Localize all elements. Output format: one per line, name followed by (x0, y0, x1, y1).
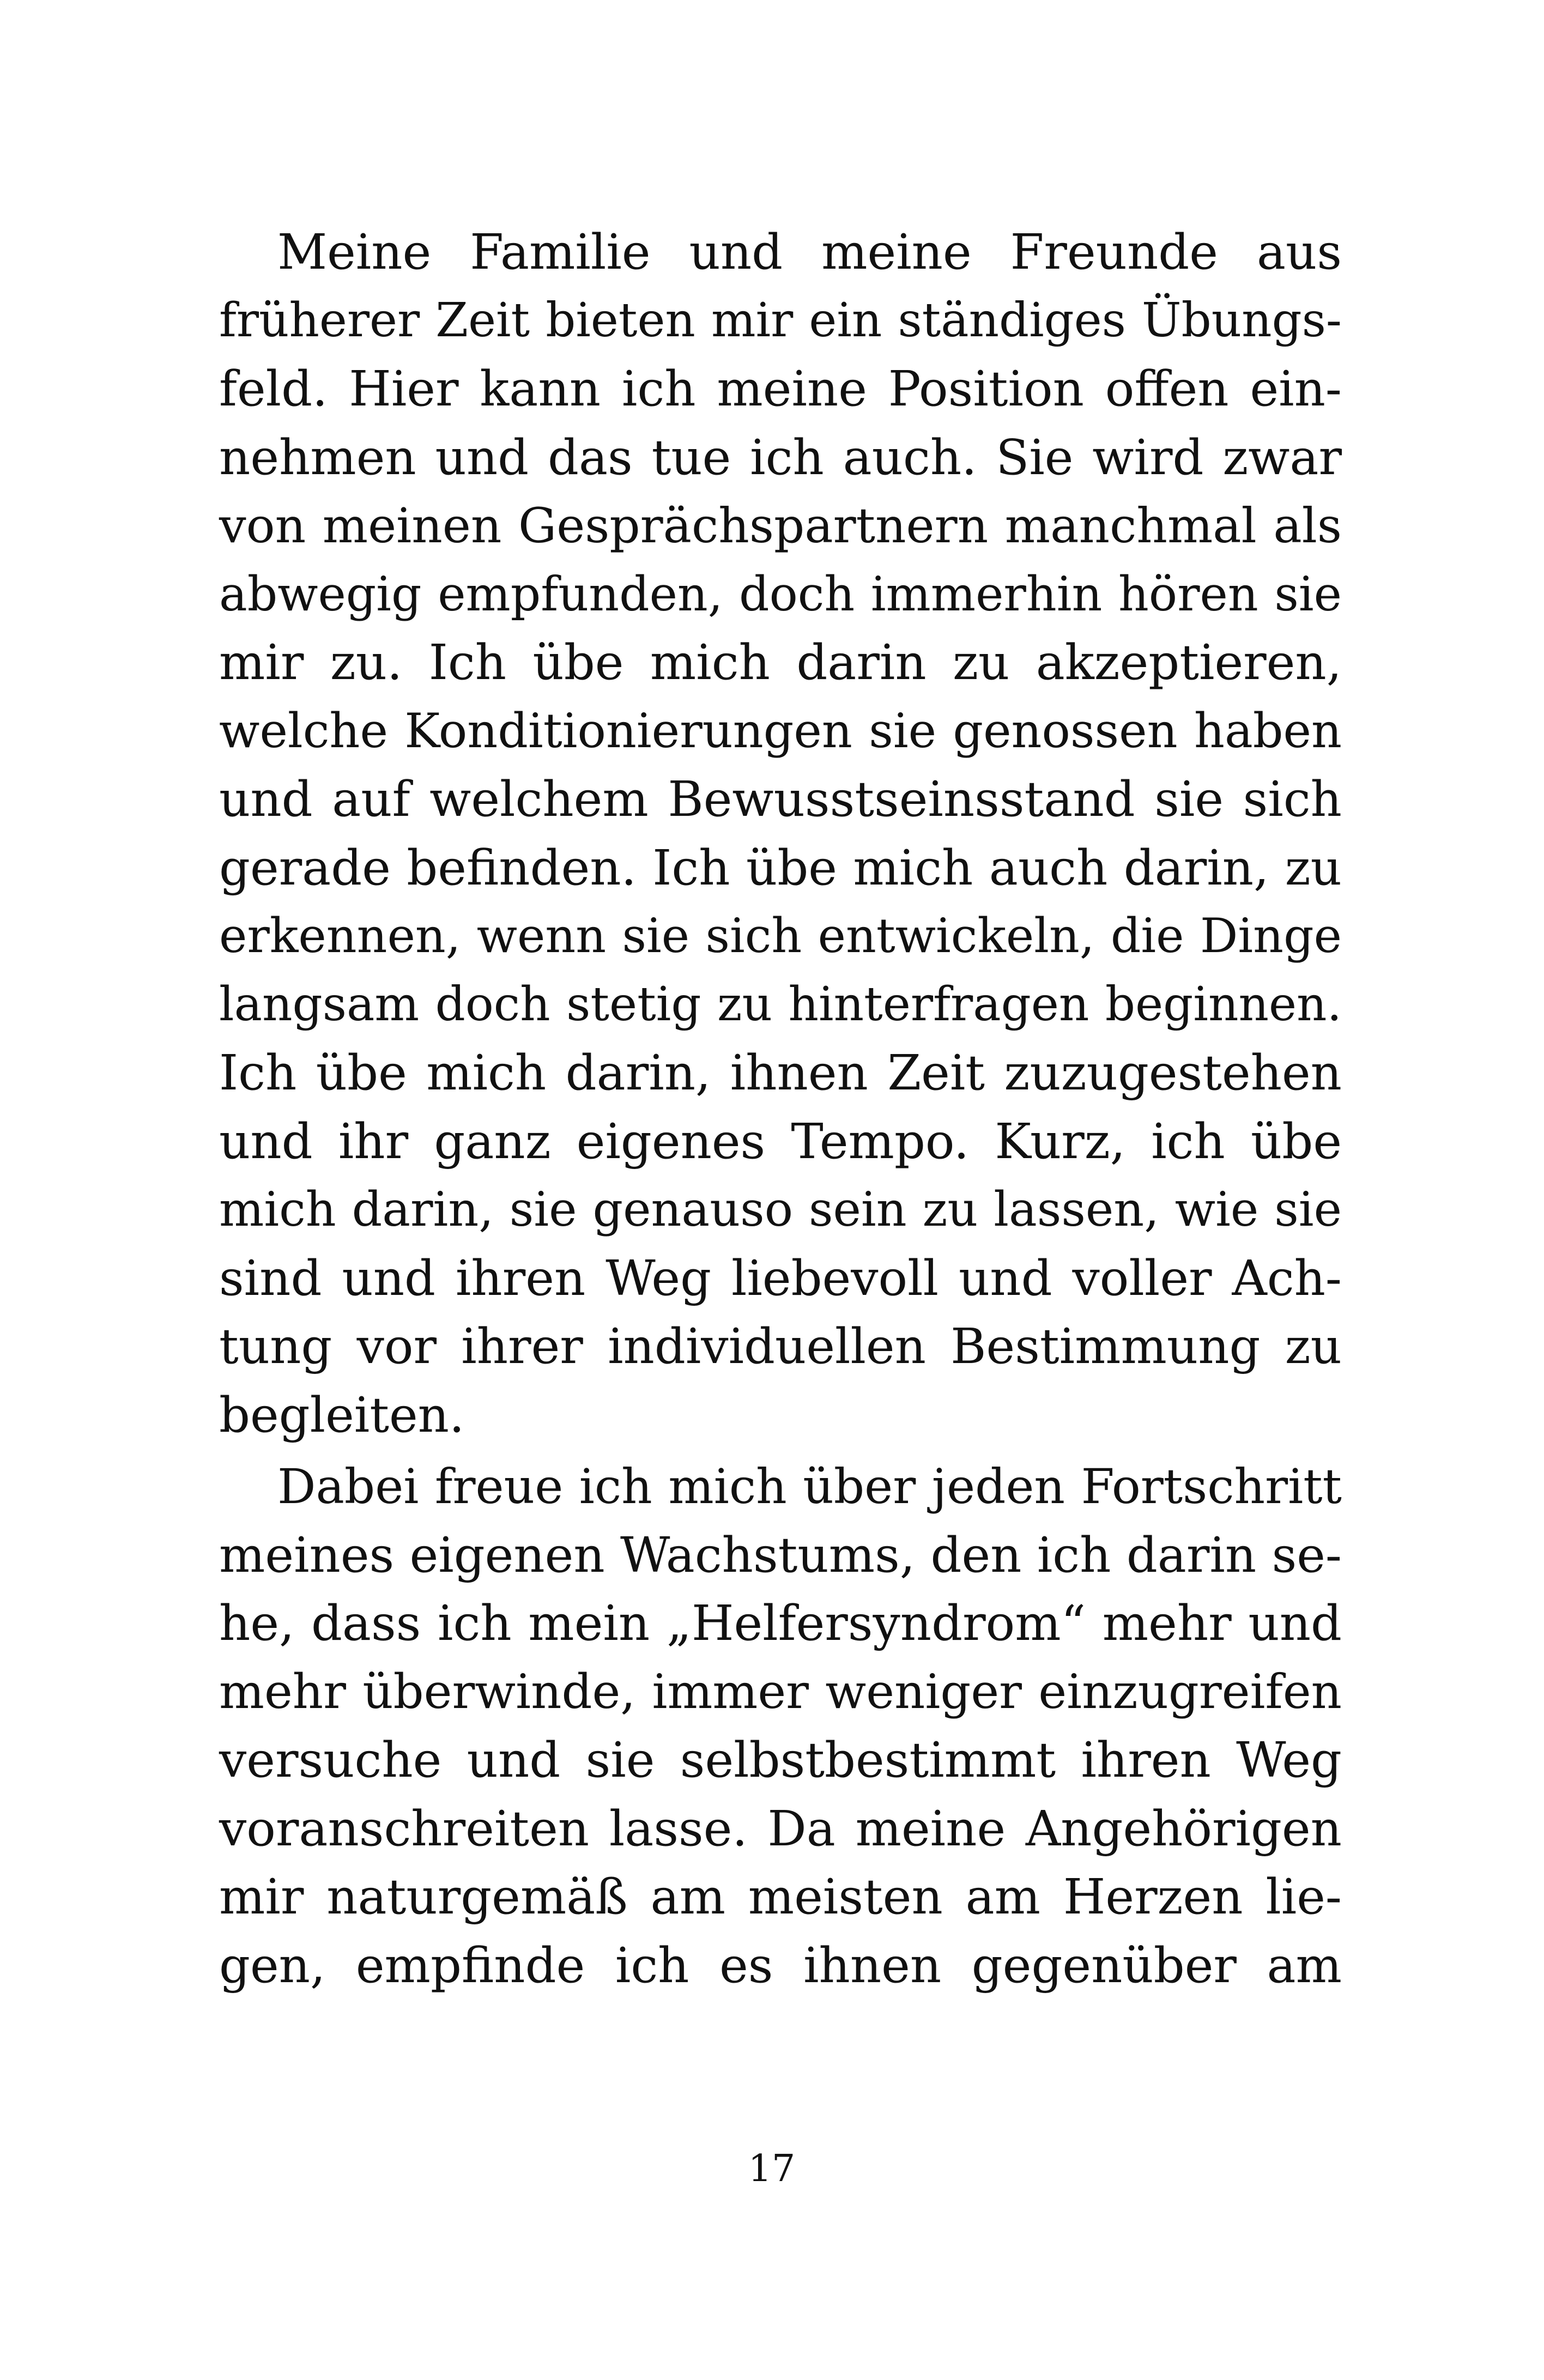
text-line: sind und ihren Weg liebevoll und voller Ach- (219, 1249, 1342, 1306)
text-line: begleiten. (219, 1386, 465, 1443)
text-line: abwegig empfunden, doch immerhin hören sie (219, 566, 1342, 622)
text-line: versuche und sie selbstbestimmt ihren Weg (219, 1731, 1342, 1788)
text-line: Dabei freue ich mich über jeden Fortschritt (277, 1458, 1342, 1515)
text-line: feld. Hier kann ich meine Position offen ein- (219, 360, 1342, 417)
text-line: gen, empfinde ich es ihnen gegenüber am (219, 1936, 1342, 1994)
text-line: mir naturgemäß am meisten am Herzen lie- (219, 1868, 1342, 1925)
paragraph-1 (219, 218, 1342, 1449)
text-line: erkennen, wenn sie sich entwickeln, die Dinge (219, 909, 1342, 964)
text-line: früherer Zeit bieten mir ein ständiges Übungs- (219, 293, 1342, 348)
paragraph-2 (219, 1452, 1342, 2000)
text-line: langsam doch stetig zu hinterfragen beginnen. (219, 977, 1342, 1032)
text-line: Ich übe mich darin, ihnen Zeit zuzugestehen (219, 1044, 1342, 1101)
text-line: voranschreiten lasse. Da meine Angehörigen (219, 1800, 1342, 1857)
text-line: meines eigenen Wachstums, den ich darin se- (219, 1526, 1342, 1583)
page-number: 17 (748, 2147, 796, 2190)
text-line: gerade befinden. Ich übe mich auch darin, zu (219, 839, 1342, 896)
text-line: mehr überwinde, immer weniger einzugreifen (219, 1663, 1342, 1719)
text-line: welche Konditionierungen sie genossen haben (219, 703, 1342, 759)
text-line: und ihr ganz eigenes Tempo. Kurz, ich übe (219, 1112, 1342, 1170)
text-line: von meinen Gesprächspartnern manchmal als (219, 498, 1342, 554)
text-line: und auf welchem Bewusstseinsstand sie sich (219, 771, 1342, 827)
text-line: mich darin, sie genauso sein zu lassen, wie sie (219, 1182, 1342, 1237)
text-line: Meine Familie und meine Freunde aus (277, 223, 1342, 280)
text-line: he, dass ich mein „Helfersyndrom“ mehr und (219, 1595, 1342, 1651)
text-line: tung vor ihrer individuellen Bestimmung zu (219, 1318, 1342, 1374)
text-line: mir zu. Ich übe mich darin zu akzeptieren, (219, 634, 1342, 691)
text-line: nehmen und das tue ich auch. Sie wird zwar (219, 428, 1342, 486)
